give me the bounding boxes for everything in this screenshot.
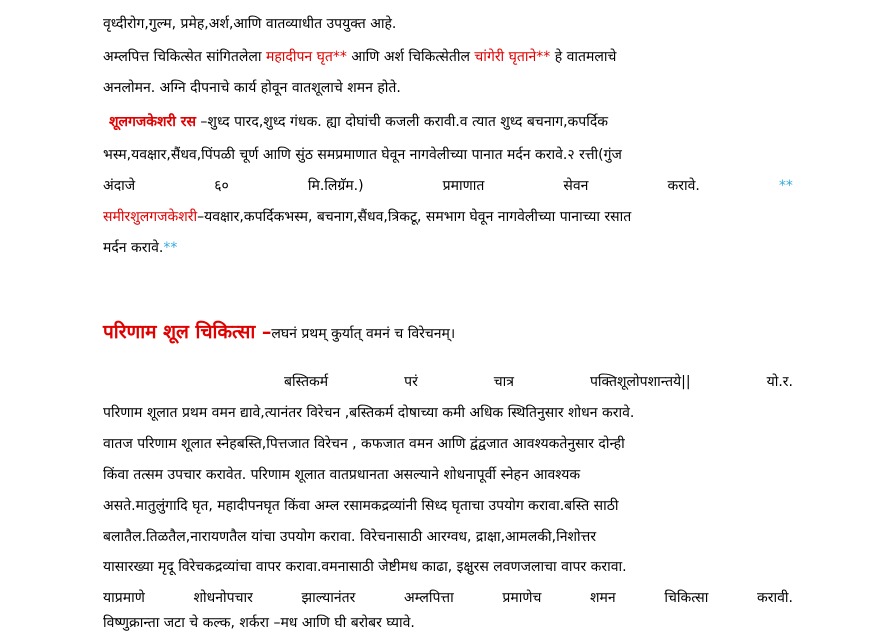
word: मि.लिग्रॅम.) <box>307 178 364 194</box>
text-line-15: बलातैल.तिळतैल,नारायणतैल यांचा उपयोग करावा. विरेचनासाठी आरग्वध, द्राक्षा,आमलकी,निशोत्तर <box>103 529 597 545</box>
text-fragment: आणि अर्श चिकित्सेतील <box>346 49 475 65</box>
word: शमन <box>590 590 616 606</box>
word: चिकित्सा <box>664 590 709 606</box>
word: ६० <box>214 178 229 194</box>
reference-marker: ** <box>163 240 178 256</box>
highlight-term-changeri: चांगेरी घृताने <box>474 49 537 65</box>
text-line-8 <box>103 238 177 258</box>
text-line-14: असते.मातुलुंगादि घृत, महादीपनघृत किंवा अम्ल रसामकद्रव्यांनी सिध्द घृताचा उपयोग करावा.बस्ति साठी <box>103 498 619 514</box>
text-fragment: अम्लपित्त चिकित्सेत सांगितलेला <box>103 49 266 65</box>
word: चात्र <box>493 374 515 390</box>
text-line-2 <box>103 47 616 67</box>
text-fragment: –यवक्षार,कपर्दिकभस्म, बचनाग,सैंधव,त्रिकटू, समभाग घेवून नागवेलीच्या पानाच्या रसात <box>197 209 632 225</box>
word: बस्तिकर्म <box>284 374 329 390</box>
text-line-4 <box>103 112 608 132</box>
word: यो.र. <box>766 374 793 390</box>
word: अम्लपित्ता <box>404 590 454 606</box>
word: सेवन <box>563 178 589 194</box>
text-line-shloka <box>284 372 793 392</box>
text-fragment: मर्दन करावे. <box>103 240 164 256</box>
text-line-6 <box>103 176 793 196</box>
word: प्रमाणेच <box>502 590 542 606</box>
text-line-12: वातज परिणाम शूलात स्नेहबस्ति,पित्तजात विरेचन , कफजात वमन आणि द्वंद्वजात आवश्यकतेनुसार दोन्ही <box>103 436 625 452</box>
word: पक्तिशूलोपशान्तये|| <box>589 374 691 390</box>
text-line-13: किंवा तत्सम उपचार करावेत. परिणाम शूलात वातप्रधानता असल्याने शोधनापूर्वी स्नेहन आवश्यक <box>103 467 581 483</box>
word: झाल्यानंतर <box>301 590 356 606</box>
reference-marker: ** <box>778 178 793 194</box>
word: याप्रमाणे <box>103 590 145 606</box>
word: शोधनोपचार <box>193 590 253 606</box>
text-fragment: –शुध्द पारद,शुध्द गंधक. ह्या दोघांची कजली करावी.व त्यात शुध्द बचनाग,कपर्दिक <box>195 114 609 130</box>
word: प्रमाणात <box>442 178 485 194</box>
section-heading <box>103 318 455 348</box>
section-heading-title: परिणाम शूल चिकित्सा – <box>103 321 272 343</box>
section-heading-shloka: लघनं प्रथम् कुर्यात् वमनं च विरेचनम्। <box>271 326 456 342</box>
word: परं <box>404 374 418 390</box>
word: करावी. <box>756 590 793 606</box>
text-line-18: विष्णुक्रान्ता जटा चे कल्क, शर्करा –मध आणि घी बरोबर घ्यावे. <box>103 615 415 631</box>
word: अंदाजे <box>103 178 136 194</box>
remedy-title-shulgajkeshari: शूलगजकेशरी रस <box>109 114 196 130</box>
reference-marker: ** <box>332 49 347 65</box>
remedy-title-samirshulgajkeshari: समीरशुलगजकेशरी <box>103 209 198 225</box>
text-line-16: यासारख्या मृदू विरेचकद्रव्यांचा वापर करावा.वमनासाठी जेष्टीमध काढा, इक्षुरस लवणजलाचा वापर करावा. <box>103 559 627 575</box>
text-line-7 <box>103 207 631 227</box>
text-fragment: हे वातमलाचे <box>550 49 617 65</box>
text-line-1: वृध्दीरोग,गुल्म, प्रमेह,अर्श,आणि वातव्याधीत उपयुक्त आहे. <box>103 16 397 32</box>
word: करावे. <box>667 178 700 194</box>
text-line-11: परिणाम शूलात प्रथम वमन द्यावे,त्यानंतर विरेचन ,बस्तिकर्म दोषाच्या कमी अधिक स्थितिनुसार शोधन करावे. <box>103 405 635 421</box>
text-line-5: भस्म,यवक्षार,सैंधव,पिंपळी चूर्ण आणि सुंठ समप्रमाणात घेवून नागवेलीच्या पानात मर्दन करावे.२ रत्ती(गुंज <box>103 147 622 163</box>
text-line-3: अनलोमन. अग्नि दीपनाचे कार्य होवून वातशूलाचे शमन होते. <box>103 80 401 96</box>
reference-marker: ** <box>536 49 551 65</box>
text-line-17 <box>103 588 793 608</box>
highlight-term-mahadipan: महादीपन घृत <box>265 49 333 65</box>
